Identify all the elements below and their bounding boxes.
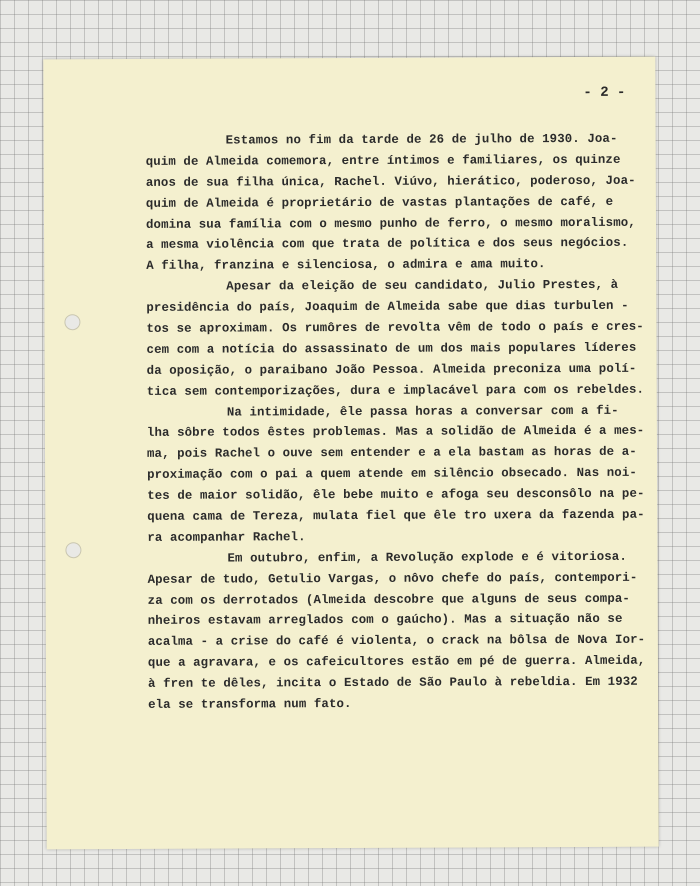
text-line: acalma - a crise do café é violenta, o crack na bôlsa de Nova Ior-	[147, 633, 646, 650]
text-line: presidência do país, Joaquim de Almeida sabe que dias turbulen -	[146, 298, 629, 316]
text-line: lha sôbre todos êstes problemas. Mas a solidão de Almeida é a mes-	[146, 424, 645, 441]
text-line: ma, pois Rachel o ouve sem entender e a ela bastam as horas de a-	[146, 445, 637, 462]
text-line: Estamos no fim da tarde de 26 de julho de 1930. Joa-	[225, 131, 618, 148]
paragraph-1	[145, 129, 636, 277]
text-line: Na intimidade, êle passa horas a conversar com a fi-	[226, 403, 619, 420]
text-line: ela se transforma num fato.	[148, 697, 352, 712]
text-line: tes de maior solidão, êle bebe muito e afoga seu desconsôlo na pe-	[147, 486, 645, 504]
text-line: tos se aproximam. Os rumôres de revolta vêm de todo o país e cres-	[146, 319, 644, 336]
text-line: A filha, franzina e silenciosa, o admira e ama muito.	[146, 257, 546, 274]
text-line: à fren te dêles, incita o Estado de São Paulo à rebeldia. Em 1932	[147, 674, 638, 692]
text-line: quena cama de Tereza, mulata fiel que êle tro uxera da fazenda pa-	[147, 507, 645, 524]
document-page	[43, 57, 658, 850]
text-line: a mesma violência com que trata de política e dos seus negócios.	[146, 236, 629, 253]
text-line: da oposição, o paraibano João Pessoa. Almeida preconiza uma polí-	[146, 361, 637, 378]
paragraph-3	[146, 400, 645, 548]
text-line: domina sua família com o mesmo punho de ferro, o mesmo moralismo,	[145, 215, 636, 232]
text-line: quim de Almeida comemora, entre íntimos e familiares, os quinze	[145, 152, 621, 169]
body-text	[145, 129, 646, 716]
text-line: cem com a notícia do assassinato de um dos mais populares líderes	[146, 340, 637, 357]
text-line: proximação com o pai a quem atende em silêncio obsecado. Nas noi-	[147, 466, 637, 483]
text-line: anos de sua filha única, Rachel. Viúvo, hierático, poderoso, Joa-	[145, 173, 636, 190]
paragraph-2	[146, 275, 645, 402]
text-line: quim de Almeida é proprietário de vastas plantações de café, e	[145, 194, 614, 211]
text-line: Apesar de tudo, Getulio Vargas, o nôvo chefe do país, contempori-	[147, 570, 638, 587]
text-line: Apesar da eleição de seu candidato, Julio Prestes, à	[226, 278, 619, 294]
text-line: Em outubro, enfim, a Revolução explode e é vitoriosa.	[227, 549, 627, 566]
text-line: tica sem contemporizações, dura e implacável para com os rebeldes.	[146, 382, 645, 399]
punch-hole-lower	[65, 542, 81, 558]
paragraph-4	[147, 547, 646, 716]
page-number: - 2 -	[583, 84, 626, 101]
text-line: nheiros estavam arreglados com o gaúcho). Mas a situação não se	[147, 612, 623, 629]
punch-hole-upper	[64, 314, 80, 330]
text-line: que a agravara, e os cafeicultores estão em pé de guerra. Almeida,	[147, 653, 646, 671]
text-line: ra acompanhar Rachel.	[147, 530, 306, 545]
text-line: za com os derrotados (Almeida descobre que alguns de seus compa-	[147, 591, 630, 608]
